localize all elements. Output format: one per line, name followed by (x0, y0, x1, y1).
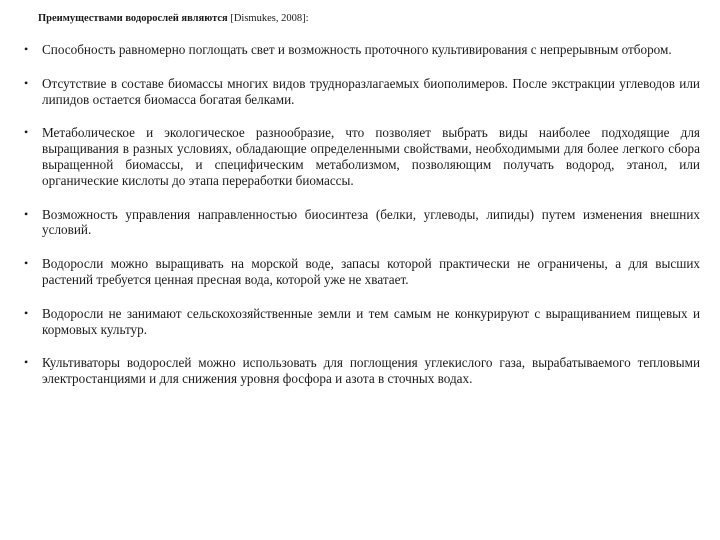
list-item-text: Водоросли не занимают сельскохозяйственные земли и тем самым не конкурируют с выращиванием пищевых и кормовых культур. (42, 305, 700, 337)
list-item-text: Культиваторы водорослей можно использовать для поглощения углекислого газа, вырабатываемого тепловыми электростанциями и для снижения уровня фосфора и азота в сточных водах. (42, 355, 700, 387)
page-heading (38, 12, 309, 25)
list-item-text: Водоросли можно выращивать на морской воде, запасы которой практически не ограничены, а для высших растений требуется ценная пресная вода, которой уже не хватает. (42, 256, 700, 287)
bullet-icon: • (24, 256, 29, 271)
bullet-icon: • (24, 125, 29, 140)
list-item (0, 42, 720, 58)
list-item (0, 256, 720, 288)
list-item (0, 76, 720, 108)
list-item (0, 125, 720, 188)
list-item-text: Способность равномерно поглощать свет и возможность проточного культивирования с непрерывным отбором. (42, 42, 672, 57)
heading-title: Преимуществами водорослей являются (38, 13, 228, 24)
list-item (0, 207, 720, 239)
list-item-text: Отсутствие в составе биомассы многих видов трудноразлагаемых биополимеров. После экстракции углеводов или липидов остается биомасса богатая белками. (42, 75, 700, 107)
bullet-icon: • (24, 206, 29, 221)
bullet-icon: • (24, 355, 29, 370)
advantages-list (0, 42, 720, 405)
bullet-icon: • (24, 75, 29, 90)
bullet-icon: • (24, 305, 29, 320)
heading-citation: [Dismukes, 2008]: (230, 13, 309, 24)
list-item-text: Метаболическое и экологическое разнообразие, что позволяет выбрать виды наиболее подходящие для выращивания в разных условиях, обладающие определенными свойствами, необходимыми для более легкого сбора выращенной биомассы, и специфическим метаболизмом, позволяющим получать водород, этанол, или органические кислоты до этапа переработки биомассы. (42, 125, 700, 188)
list-item (0, 306, 720, 338)
bullet-icon: • (24, 42, 29, 56)
list-item (0, 355, 720, 387)
list-item-text: Возможность управления направленностью биосинтеза (белки, углеводы, липиды) путем изменения внешних условий. (42, 206, 700, 238)
